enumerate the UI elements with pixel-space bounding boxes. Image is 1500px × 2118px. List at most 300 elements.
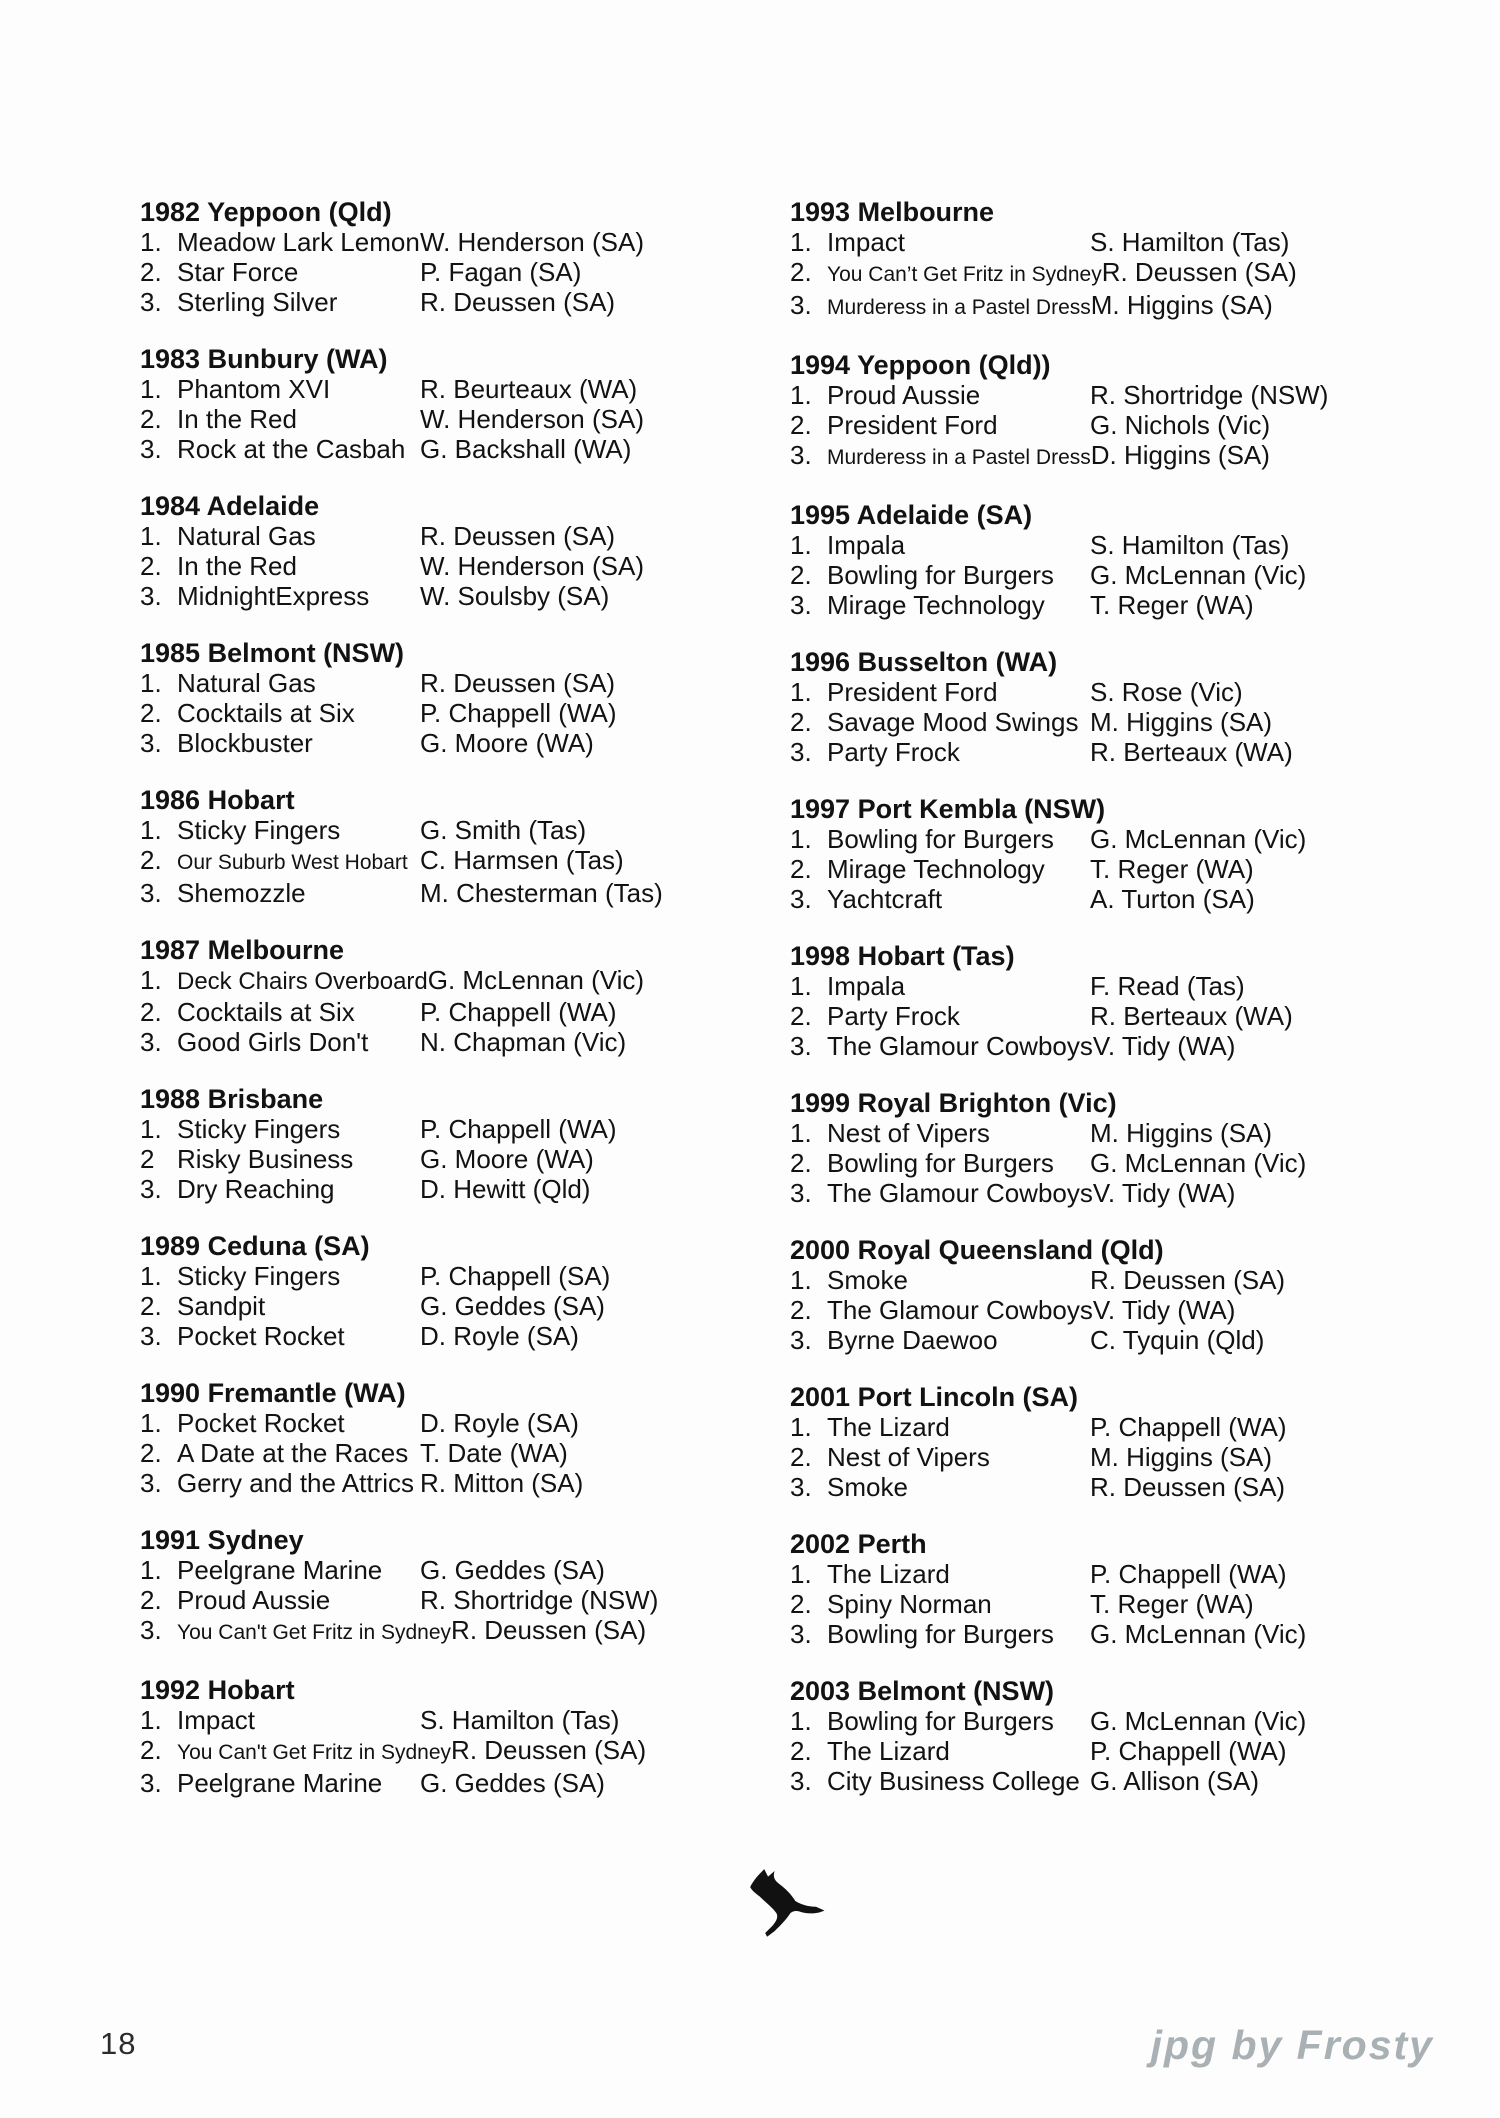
place-number: 3. <box>790 290 812 320</box>
result-name-cell <box>140 1114 420 1144</box>
result-name-cell <box>790 410 1090 440</box>
place-number: 2. <box>790 257 812 287</box>
boat-name: Gerry and the Attrics <box>177 1468 414 1498</box>
skipper-name: S. Hamilton (Tas) <box>1090 530 1290 560</box>
place-number: 2 <box>140 1144 155 1174</box>
result-row <box>140 551 760 581</box>
boat-name: Pocket Rocket <box>177 1408 345 1438</box>
result-row <box>140 1144 760 1174</box>
skipper-name: G. Geddes (SA) <box>420 1291 605 1321</box>
boat-name: Blockbuster <box>177 728 313 758</box>
result-row <box>790 1031 1470 1061</box>
year-heading: 1994 Yeppoon (Qld)) <box>790 350 1051 380</box>
skipper-name: R. Deussen (SA) <box>420 287 616 317</box>
skipper-name: G. Geddes (SA) <box>420 1768 605 1798</box>
skipper-name: R. Deussen (SA) <box>420 668 616 698</box>
skipper-name: W. Soulsby (SA) <box>420 581 610 611</box>
result-name-cell <box>140 374 420 404</box>
result-name-cell <box>790 677 1090 707</box>
boat-name: Party Frock <box>827 1001 960 1031</box>
boat-name: Deck Chairs Overboard <box>177 968 428 995</box>
result-row <box>140 1261 760 1291</box>
boat-name: MidnightExpress <box>177 581 370 611</box>
year-section <box>790 1529 1470 1649</box>
place-number: 1. <box>140 521 162 551</box>
boat-name: Rock at the Casbah <box>177 434 406 464</box>
result-row <box>790 1325 1470 1355</box>
boat-name: Bowling for Burgers <box>827 560 1054 590</box>
boat-name: Savage Mood Swings <box>827 707 1079 737</box>
skipper-name: R. Shortridge (NSW) <box>420 1585 659 1615</box>
boat-name: Sticky Fingers <box>177 1261 341 1291</box>
result-name-cell <box>140 257 420 287</box>
skipper-name: P. Chappell (WA) <box>1090 1412 1287 1442</box>
boat-name: The Lizard <box>827 1559 950 1589</box>
boat-name: The Glamour Cowboys <box>827 1295 1093 1325</box>
place-number: 3. <box>790 1031 812 1061</box>
boat-name: Byrne Daewoo <box>827 1325 998 1355</box>
result-name-cell <box>140 1438 420 1468</box>
result-row <box>140 815 760 845</box>
result-row <box>140 965 760 997</box>
place-number: 3. <box>790 1325 812 1355</box>
watermark: jpg by Frosty <box>1150 2022 1434 2068</box>
skipper-name: G. Smith (Tas) <box>420 815 587 845</box>
boat-name: Impact <box>827 227 906 257</box>
boat-name: Bowling for Burgers <box>827 1148 1054 1178</box>
year-heading: 1988 Brisbane <box>140 1084 324 1114</box>
place-number: 1. <box>140 815 162 845</box>
boat-name: President Ford <box>827 410 998 440</box>
skipper-name: R. Mitton (SA) <box>420 1468 584 1498</box>
year-heading: 1983 Bunbury (WA) <box>140 344 388 374</box>
skipper-name: R. Deussen (SA) <box>1101 257 1297 287</box>
skipper-name: P. Chappell (WA) <box>420 698 617 728</box>
place-number: 3. <box>790 884 812 914</box>
result-row <box>140 581 760 611</box>
year-section <box>790 1235 1470 1355</box>
result-name-cell <box>790 1412 1090 1442</box>
boat-name: Proud Aussie <box>827 380 981 410</box>
boat-name: Party Frock <box>827 737 960 767</box>
place-number: 2. <box>140 257 162 287</box>
place-number: 2. <box>790 1148 812 1178</box>
skipper-name: R. Berteaux (WA) <box>1090 1001 1293 1031</box>
year-heading: 1995 Adelaide (SA) <box>790 500 1033 530</box>
result-row <box>140 1768 760 1798</box>
result-name-cell <box>140 1174 420 1204</box>
boat-name: Risky Business <box>177 1144 354 1174</box>
place-number: 3. <box>140 1027 162 1057</box>
place-number: 2. <box>140 551 162 581</box>
result-name-cell <box>140 1144 420 1174</box>
place-number: 2. <box>790 1736 812 1766</box>
skipper-name: G. McLennan (Vic) <box>427 965 645 995</box>
boat-name: Good Girls Don't <box>177 1027 369 1057</box>
year-section <box>140 1675 760 1798</box>
year-heading: 1997 Port Kembla (NSW) <box>790 794 1106 824</box>
place-number: 1. <box>140 374 162 404</box>
result-name-cell <box>790 824 1090 854</box>
result-row <box>790 1736 1470 1766</box>
place-number: 1. <box>790 1559 812 1589</box>
year-section <box>140 1231 760 1351</box>
place-number: 3. <box>140 287 162 317</box>
skipper-name: R. Shortridge (NSW) <box>1090 380 1329 410</box>
result-name-cell <box>140 1735 451 1768</box>
boat-name: Natural Gas <box>177 521 316 551</box>
result-name-cell <box>790 1295 1093 1325</box>
boat-name: Star Force <box>177 257 299 287</box>
result-name-cell <box>790 227 1090 257</box>
year-heading: 1996 Busselton (WA) <box>790 647 1058 677</box>
skipper-name: F. Read (Tas) <box>1090 971 1245 1001</box>
year-heading: 1991 Sydney <box>140 1525 304 1555</box>
boat-name: Mirage Technology <box>827 590 1045 620</box>
skipper-name: V. Tidy (WA) <box>1092 1031 1236 1061</box>
year-section <box>790 1676 1470 1796</box>
place-number: 2. <box>140 997 162 1027</box>
boat-name: The Lizard <box>827 1736 950 1766</box>
result-name-cell <box>140 698 420 728</box>
skipper-name: C. Tyquin (Qld) <box>1090 1325 1265 1355</box>
place-number: 3. <box>790 440 812 470</box>
result-name-cell <box>790 1766 1090 1796</box>
result-row <box>790 677 1470 707</box>
result-name-cell <box>140 728 420 758</box>
result-name-cell <box>790 1118 1090 1148</box>
place-number: 3. <box>790 1178 812 1208</box>
boat-name: Sandpit <box>177 1291 266 1321</box>
boat-name: Shemozzle <box>177 878 306 908</box>
result-name-cell <box>140 1768 420 1798</box>
kangaroo-logo <box>737 1860 831 1944</box>
year-heading: 1999 Royal Brighton (Vic) <box>790 1088 1117 1118</box>
result-name-cell <box>140 668 420 698</box>
result-name-cell <box>140 1261 420 1291</box>
skipper-name: G. McLennan (Vic) <box>1090 1619 1307 1649</box>
result-row <box>790 854 1470 884</box>
year-section <box>140 197 760 317</box>
place-number: 3. <box>790 1619 812 1649</box>
place-number: 3. <box>790 1766 812 1796</box>
boat-name: Peelgrane Marine <box>177 1768 383 1798</box>
result-name-cell <box>790 1265 1090 1295</box>
year-heading: 1982 Yeppoon (Qld) <box>140 197 392 227</box>
skipper-name: G. Allison (SA) <box>1090 1766 1260 1796</box>
boat-name: You Can't Get Fritz in Sydney <box>177 1741 452 1764</box>
result-name-cell <box>140 1585 420 1615</box>
result-row <box>140 1027 760 1057</box>
year-heading: 1989 Ceduna (SA) <box>140 1231 370 1261</box>
result-row <box>140 1705 760 1735</box>
place-number: 3. <box>140 1174 162 1204</box>
result-name-cell <box>140 1705 420 1735</box>
skipper-name: P. Chappell (WA) <box>420 997 617 1027</box>
boat-name: Phantom XVI <box>177 374 331 404</box>
skipper-name: P. Chappell (SA) <box>420 1261 611 1291</box>
results-column-right <box>790 197 1470 1823</box>
place-number: 3. <box>140 1468 162 1498</box>
boat-name: Sticky Fingers <box>177 1114 341 1144</box>
skipper-name: G. Geddes (SA) <box>420 1555 605 1585</box>
result-row <box>140 434 760 464</box>
result-row <box>790 530 1470 560</box>
year-section <box>790 941 1470 1061</box>
skipper-name: D. Higgins (SA) <box>1090 440 1270 470</box>
result-row <box>140 1555 760 1585</box>
result-row <box>790 1472 1470 1502</box>
result-row <box>790 1148 1470 1178</box>
result-name-cell <box>790 1325 1090 1355</box>
result-name-cell <box>790 257 1102 290</box>
place-number: 1. <box>790 1265 812 1295</box>
result-row <box>790 1295 1470 1325</box>
result-row <box>790 1706 1470 1736</box>
boat-name: Our Suburb West Hobart <box>177 851 408 874</box>
place-number: 3. <box>140 581 162 611</box>
result-name-cell <box>140 227 420 257</box>
skipper-name: M. Higgins (SA) <box>1090 1442 1273 1472</box>
boat-name: Peelgrane Marine <box>177 1555 383 1585</box>
result-name-cell <box>790 1442 1090 1472</box>
result-row <box>140 1408 760 1438</box>
result-row <box>140 1615 760 1648</box>
place-number: 2. <box>790 1442 812 1472</box>
place-number: 2. <box>140 698 162 728</box>
place-number: 2. <box>790 1295 812 1325</box>
place-number: 2. <box>790 560 812 590</box>
year-section <box>140 1084 760 1204</box>
year-section <box>790 197 1470 323</box>
skipper-name: T. Reger (WA) <box>1090 854 1254 884</box>
result-name-cell <box>790 707 1090 737</box>
result-row <box>790 1766 1470 1796</box>
result-name-cell <box>790 560 1090 590</box>
skipper-name: T. Reger (WA) <box>1090 590 1254 620</box>
result-name-cell <box>790 1736 1090 1766</box>
boat-name: A Date at the Races <box>177 1438 409 1468</box>
result-row <box>790 1001 1470 1031</box>
boat-name: Natural Gas <box>177 668 316 698</box>
place-number: 2. <box>790 410 812 440</box>
results-column-left <box>140 197 760 1825</box>
year-heading: 2002 Perth <box>790 1529 927 1559</box>
result-row <box>790 560 1470 590</box>
result-name-cell <box>790 971 1090 1001</box>
boat-name: The Glamour Cowboys <box>827 1031 1093 1061</box>
result-row <box>140 1438 760 1468</box>
year-heading: 1987 Melbourne <box>140 935 345 965</box>
year-heading: 1992 Hobart <box>140 1675 295 1705</box>
result-row <box>140 374 760 404</box>
result-name-cell <box>790 1178 1093 1208</box>
place-number: 1. <box>140 1261 162 1291</box>
place-number: 2. <box>140 1291 162 1321</box>
result-row <box>790 1178 1470 1208</box>
skipper-name: G. McLennan (Vic) <box>1090 560 1307 590</box>
boat-name: Bowling for Burgers <box>827 1706 1054 1736</box>
skipper-name: W. Henderson (SA) <box>420 551 644 581</box>
year-heading: 1990 Fremantle (WA) <box>140 1378 406 1408</box>
skipper-name: W. Henderson (SA) <box>420 404 644 434</box>
skipper-name: P. Chappell (WA) <box>420 1114 617 1144</box>
result-name-cell <box>790 1589 1090 1619</box>
result-row <box>790 410 1470 440</box>
result-name-cell <box>140 1615 451 1648</box>
boat-name: Cocktails at Six <box>177 698 355 728</box>
boat-name: Murderess in a Pastel Dress <box>827 446 1091 469</box>
year-heading: 1986 Hobart <box>140 785 295 815</box>
boat-name: Smoke <box>827 1265 908 1295</box>
result-name-cell <box>140 878 420 908</box>
place-number: 1. <box>790 1412 812 1442</box>
skipper-name: R. Deussen (SA) <box>451 1735 647 1765</box>
result-name-cell <box>790 884 1090 914</box>
boat-name: Impala <box>827 971 906 1001</box>
boat-name: You Can't Get Fritz in Sydney <box>177 1621 452 1644</box>
result-row <box>790 1442 1470 1472</box>
skipper-name: R. Beurteaux (WA) <box>420 374 638 404</box>
result-row <box>790 440 1470 473</box>
skipper-name: T. Reger (WA) <box>1090 1589 1254 1619</box>
place-number: 3. <box>140 1321 162 1351</box>
result-row <box>790 290 1470 323</box>
year-heading: 1985 Belmont (NSW) <box>140 638 405 668</box>
result-row <box>140 1735 760 1768</box>
skipper-name: V. Tidy (WA) <box>1092 1178 1236 1208</box>
result-name-cell <box>140 997 420 1027</box>
place-number: 1. <box>140 1705 162 1735</box>
result-row <box>140 878 760 908</box>
skipper-name: S. Hamilton (Tas) <box>420 1705 620 1735</box>
place-number: 2. <box>140 1735 162 1765</box>
result-row <box>140 845 760 878</box>
boat-name: Pocket Rocket <box>177 1321 345 1351</box>
result-name-cell <box>790 1706 1090 1736</box>
place-number: 1. <box>140 965 162 995</box>
result-row <box>790 1589 1470 1619</box>
result-row <box>140 521 760 551</box>
skipper-name: R. Berteaux (WA) <box>1090 737 1293 767</box>
year-heading: 1984 Adelaide <box>140 491 320 521</box>
place-number: 1. <box>790 227 812 257</box>
skipper-name: T. Date (WA) <box>420 1438 568 1468</box>
result-row <box>140 698 760 728</box>
year-heading: 1993 Melbourne <box>790 197 995 227</box>
skipper-name: R. Deussen (SA) <box>451 1615 647 1645</box>
result-row <box>140 257 760 287</box>
result-name-cell <box>140 434 420 464</box>
result-row <box>790 737 1470 767</box>
result-name-cell <box>790 380 1090 410</box>
boat-name: Murderess in a Pastel Dress <box>827 296 1091 319</box>
boat-name: Cocktails at Six <box>177 997 355 1027</box>
boat-name: Nest of Vipers <box>827 1118 990 1148</box>
place-number: 1. <box>790 824 812 854</box>
result-row <box>790 227 1470 257</box>
result-row <box>140 1321 760 1351</box>
result-row <box>790 971 1470 1001</box>
result-name-cell <box>790 1619 1090 1649</box>
place-number: 1. <box>790 677 812 707</box>
result-name-cell <box>140 1408 420 1438</box>
year-section <box>140 935 760 1057</box>
year-section <box>790 350 1470 473</box>
boat-name: Impact <box>177 1705 256 1735</box>
place-number: 1. <box>790 971 812 1001</box>
place-number: 1. <box>140 1555 162 1585</box>
skipper-name: C. Harmsen (Tas) <box>420 845 624 875</box>
place-number: 2. <box>790 1589 812 1619</box>
result-row <box>790 1265 1470 1295</box>
place-number: 1. <box>790 1118 812 1148</box>
skipper-name: W. Henderson (SA) <box>420 227 644 257</box>
result-name-cell <box>140 581 420 611</box>
skipper-name: G. Nichols (Vic) <box>1090 410 1271 440</box>
skipper-name: R. Deussen (SA) <box>1090 1472 1286 1502</box>
skipper-name: M. Higgins (SA) <box>1090 707 1273 737</box>
year-heading: 2001 Port Lincoln (SA) <box>790 1382 1079 1412</box>
boat-name: Nest of Vipers <box>827 1442 990 1472</box>
result-name-cell <box>790 290 1091 323</box>
page-number: 18 <box>100 2026 137 2061</box>
year-section <box>140 785 760 908</box>
skipper-name: G. Backshall (WA) <box>420 434 632 464</box>
result-row <box>790 380 1470 410</box>
boat-name: Bowling for Burgers <box>827 1619 1054 1649</box>
result-name-cell <box>140 1555 420 1585</box>
place-number: 3. <box>140 878 162 908</box>
year-section <box>790 500 1470 620</box>
place-number: 3. <box>790 1472 812 1502</box>
skipper-name: S. Hamilton (Tas) <box>1090 227 1290 257</box>
place-number: 3. <box>790 590 812 620</box>
place-number: 1. <box>140 1114 162 1144</box>
skipper-name: G. McLennan (Vic) <box>1090 1148 1307 1178</box>
result-row <box>140 1585 760 1615</box>
result-name-cell <box>140 1027 420 1057</box>
place-number: 3. <box>140 1615 162 1645</box>
year-section <box>140 1378 760 1498</box>
place-number: 2. <box>140 1438 162 1468</box>
boat-name: Yachtcraft <box>827 884 943 914</box>
boat-name: Sticky Fingers <box>177 815 341 845</box>
result-name-cell <box>140 815 420 845</box>
result-row <box>790 707 1470 737</box>
place-number: 2. <box>140 1585 162 1615</box>
result-name-cell <box>140 1321 420 1351</box>
result-row <box>790 824 1470 854</box>
skipper-name: R. Deussen (SA) <box>420 521 616 551</box>
result-name-cell <box>790 1559 1090 1589</box>
result-name-cell <box>140 1468 420 1498</box>
result-row <box>140 287 760 317</box>
result-row <box>140 668 760 698</box>
place-number: 3. <box>140 434 162 464</box>
place-number: 3. <box>790 737 812 767</box>
result-row <box>140 997 760 1027</box>
boat-name: President Ford <box>827 677 998 707</box>
skipper-name: P. Fagan (SA) <box>420 257 582 287</box>
year-heading: 2000 Royal Queensland (Qld) <box>790 1235 1164 1265</box>
result-name-cell <box>790 440 1091 473</box>
year-section <box>790 1382 1470 1502</box>
result-name-cell <box>790 737 1090 767</box>
result-name-cell <box>790 590 1090 620</box>
result-row <box>790 1619 1470 1649</box>
skipper-name: D. Royle (SA) <box>420 1408 579 1438</box>
